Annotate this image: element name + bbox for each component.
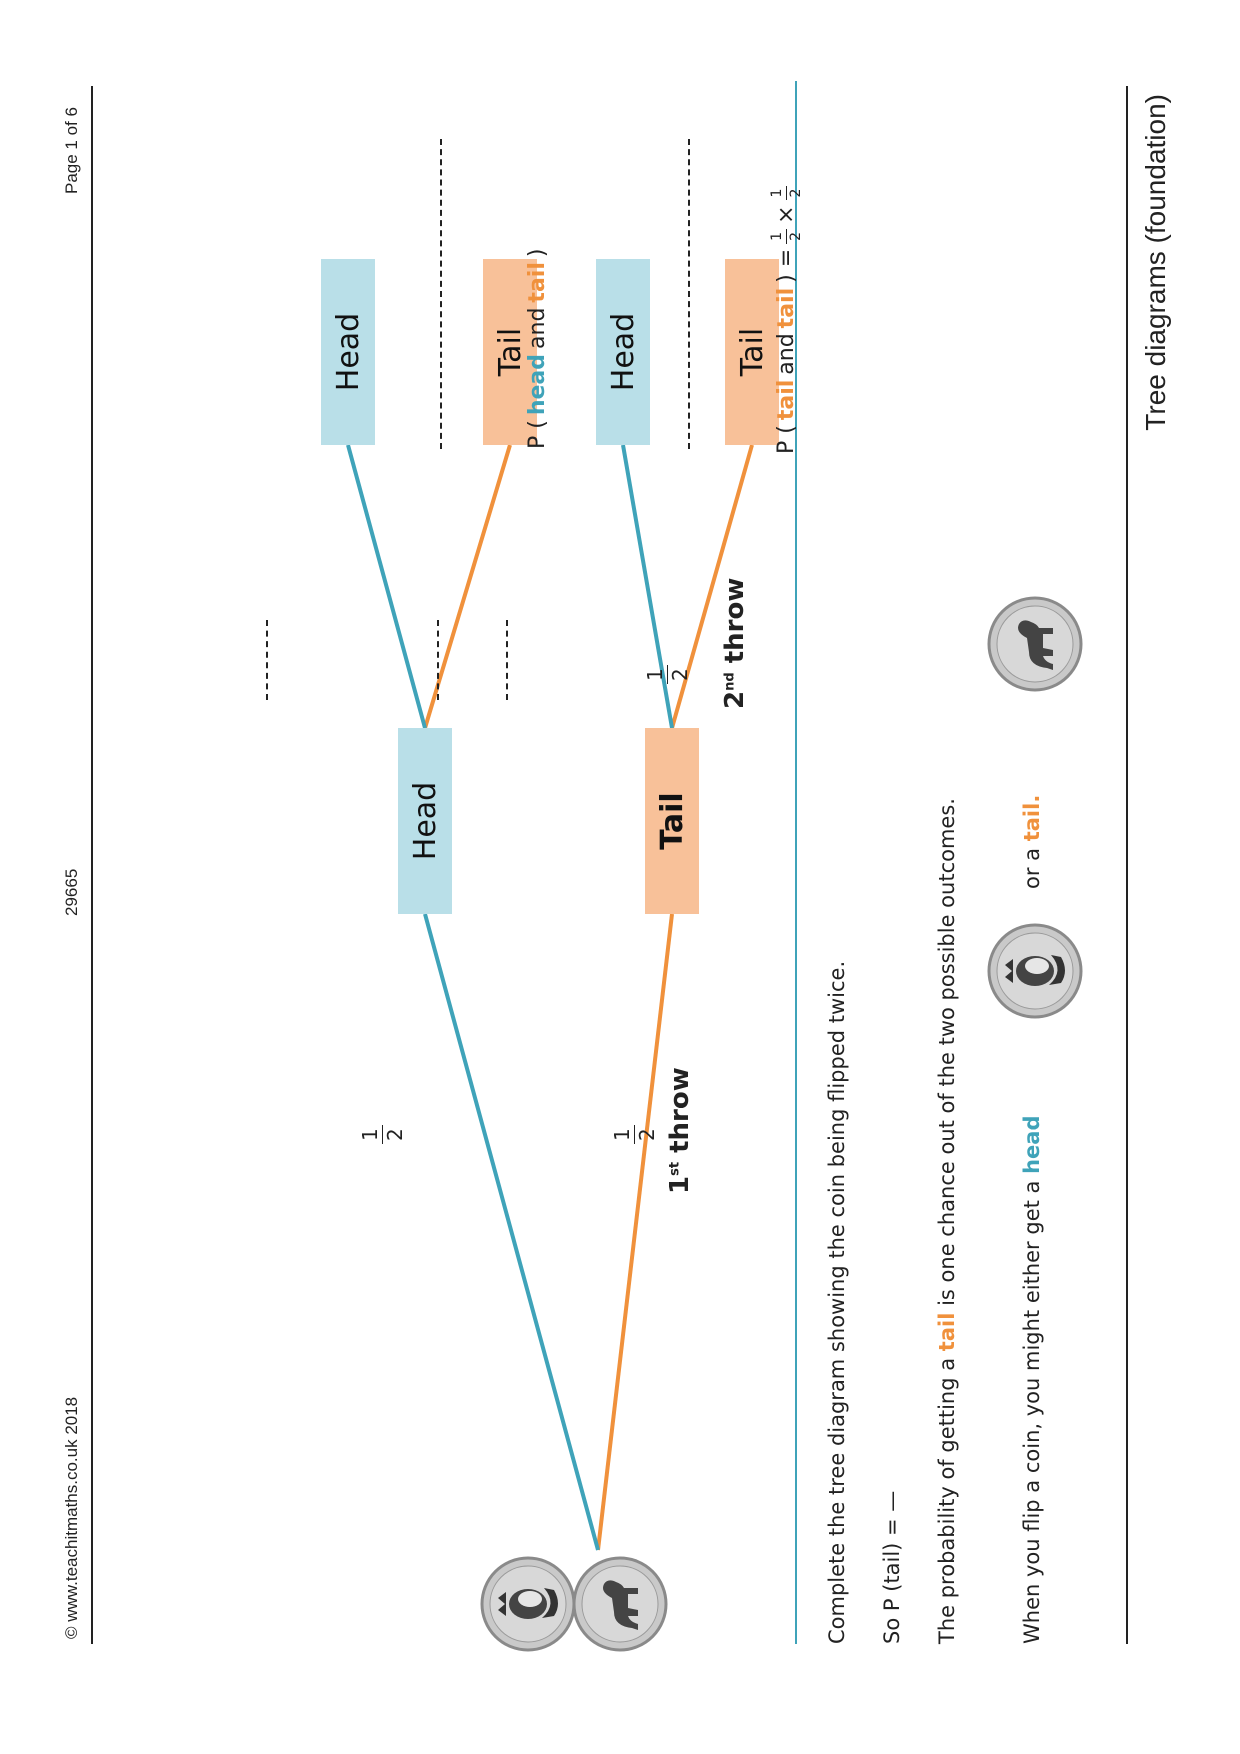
- intro-head-word: head: [1020, 1115, 1044, 1174]
- outcome2-suffix: ): [525, 248, 550, 258]
- second-throw-sup: nd: [722, 672, 738, 691]
- footer-copyright: © www.teachitmaths.co.uk 2018: [62, 1396, 81, 1639]
- first-tail-prob-den: 2: [635, 1128, 659, 1141]
- second-tail-head-box: Head: [596, 259, 650, 445]
- first-head-box: Head: [398, 728, 452, 914]
- second-throw-word: throw: [720, 577, 750, 664]
- tail-head-probability-blank: [506, 620, 508, 700]
- outcome2-a: head: [525, 353, 550, 416]
- outcome1-a: tail: [774, 379, 799, 421]
- outcome2-prefix: P (: [525, 420, 550, 449]
- outcome1-fraction-2: [770, 186, 803, 201]
- outcome1-and: and: [774, 333, 799, 375]
- footer-rule: [91, 86, 93, 1644]
- page-title: Tree diagrams (foundation): [1140, 94, 1171, 431]
- outcome-tail-head-blank: [688, 139, 690, 449]
- outcome2-b: tail: [525, 262, 550, 303]
- outcome1-f1-den: 2: [788, 231, 804, 241]
- second-head-tail-box: Tail: [483, 259, 537, 445]
- outcome1-b: tail: [774, 287, 799, 329]
- second-throw-num: 2: [720, 690, 750, 709]
- fraction-bar: [786, 186, 787, 201]
- outcome-head-tail: [525, 249, 550, 449]
- first-throw-label: [665, 1067, 695, 1194]
- outcome1-prefix: P (: [774, 425, 799, 454]
- outcome2-and: and: [525, 307, 550, 349]
- first-throw-word: throw: [665, 1067, 695, 1153]
- first-tail-prob-num: 1: [610, 1128, 634, 1141]
- outcome-head-head-blank: [440, 139, 442, 449]
- tail-tail-prob-den: 2: [668, 668, 692, 681]
- branch-tail-head: [623, 445, 672, 728]
- second-head-head-box: Head: [321, 259, 375, 445]
- instruction-line: Complete the tree diagram showing the coin being flipped twice.: [825, 960, 849, 1644]
- branch-first-head: [425, 914, 598, 1550]
- tail-tail-probability: [645, 665, 690, 684]
- first-throw-num: 1: [665, 1175, 695, 1194]
- outcome1-fraction-1: [770, 229, 803, 244]
- times-sign: ×: [774, 205, 799, 224]
- outcome-tail-tail: [770, 186, 803, 454]
- outcome1-f1-num: 1: [769, 231, 785, 241]
- footer-code: 29665: [62, 868, 81, 916]
- footer-page-number: Page 1 of 6: [62, 107, 81, 194]
- branch-head-head: [348, 445, 425, 728]
- first-throw-sup: st: [667, 1161, 683, 1176]
- first-tail-box: Tail: [645, 728, 699, 914]
- head-tail-probability-blank: [437, 620, 439, 700]
- tail-tail-prob-num: 1: [643, 668, 667, 681]
- outcome1-f2-num: 1: [769, 188, 785, 198]
- intro-or-text: or a: [1020, 847, 1044, 889]
- intro-line-1-text: When you flip a coin, you might either get a: [1020, 1180, 1044, 1644]
- outcome1-f2-den: 2: [788, 188, 804, 198]
- so-p-tail-line: So P (tail) = —: [880, 1490, 904, 1644]
- first-tail-probability: [612, 1125, 657, 1144]
- first-head-probability: [360, 1125, 405, 1144]
- intro-tail-word: tail.: [1020, 794, 1044, 842]
- intro-line-2-tail: tail: [935, 1312, 959, 1352]
- intro-line-2-start: The probability of getting a: [935, 1357, 959, 1644]
- outcome1-suffix: ) =: [774, 248, 799, 283]
- first-head-prob-den: 2: [383, 1128, 407, 1141]
- second-tail-tail-box: Tail: [725, 259, 779, 445]
- intro-line-2-end: is one chance out of the two possible outcomes.: [935, 798, 959, 1306]
- first-head-prob-num: 1: [358, 1128, 382, 1141]
- branch-first-tail: [598, 914, 672, 1550]
- fraction-bar: [786, 229, 787, 244]
- second-throw-label: [720, 578, 750, 709]
- head-head-probability-blank: [266, 620, 268, 700]
